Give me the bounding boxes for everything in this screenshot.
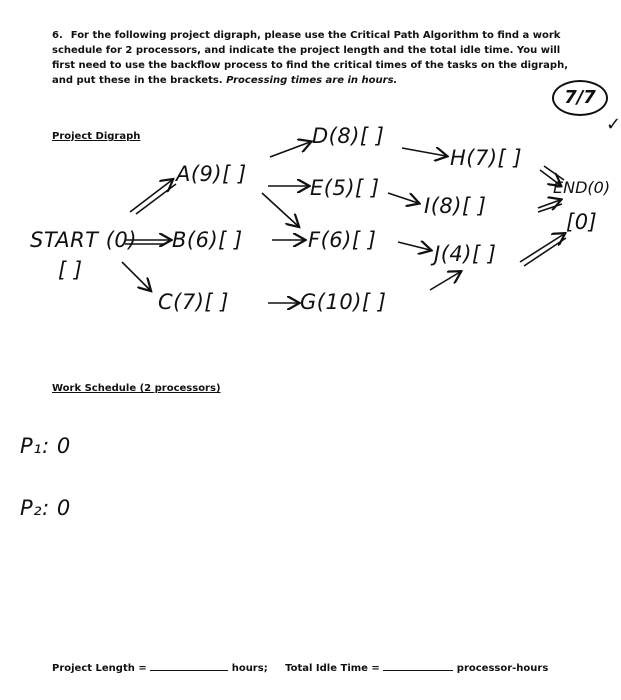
arrow-i-end-2 [538, 204, 562, 212]
project-length-label: Project Length = [52, 663, 147, 674]
score-circle: 7/7 [552, 80, 608, 116]
node-e: E(5)[ ] [310, 176, 380, 200]
arrow-a-d [270, 142, 310, 157]
node-f: F(6)[ ] [308, 228, 377, 252]
node-c: C(7)[ ] [158, 290, 229, 314]
node-end-bracket: [0] [566, 210, 598, 234]
node-j: J(4)[ ] [434, 242, 497, 266]
arrow-start-a [130, 180, 172, 212]
node-start-bracket: [ ] [58, 258, 83, 282]
project-length-blank[interactable] [150, 660, 228, 671]
margin-check-mark: ✓ [606, 114, 621, 135]
node-b: B(6)[ ] [172, 228, 243, 252]
footer-line [52, 660, 548, 676]
arrow-j-end-2 [524, 238, 566, 266]
arrow-f-j [398, 242, 430, 250]
arrow-start-c [122, 262, 150, 290]
arrow-i-end [538, 200, 560, 208]
arrow-e-i [388, 193, 418, 203]
arrow-j-end [520, 234, 564, 262]
hours-label: hours; [231, 663, 268, 674]
question-number: 6. [52, 30, 63, 41]
schedule-p2: P₂: 0 [20, 496, 71, 520]
question-body: For the following project digraph, please use the Critical Path Algorithm to find a work schedule for 2 processors, and indicate the project length and the total idle time. You will first need to use the backflow process to find the critical times of the tasks on the digraph, and put these in the brackets. [52, 30, 569, 86]
schedule-p1: P₁: 0 [20, 434, 71, 458]
arrow-a-f [262, 193, 298, 226]
node-d: D(8)[ ] [312, 124, 385, 148]
node-i: I(8)[ ] [424, 194, 487, 218]
idle-time-label: Total Idle Time = [285, 663, 380, 674]
processor-hours-label: processor-hours [456, 663, 549, 674]
node-start: START (0) [30, 228, 137, 252]
question-note: Processing times are in hours. [226, 75, 398, 86]
node-a: A(9)[ ] [176, 162, 247, 186]
arrow-d-h [402, 148, 446, 156]
digraph-label: Project Digraph [52, 131, 141, 142]
node-h: H(7)[ ] [450, 146, 523, 170]
schedule-label: Work Schedule (2 processors) [52, 383, 221, 394]
node-end: END(0) [553, 178, 611, 197]
arrow-g-j [430, 272, 460, 290]
idle-time-blank[interactable] [383, 660, 453, 671]
node-g: G(10)[ ] [300, 290, 387, 314]
arrow-start-a-2 [136, 184, 176, 214]
